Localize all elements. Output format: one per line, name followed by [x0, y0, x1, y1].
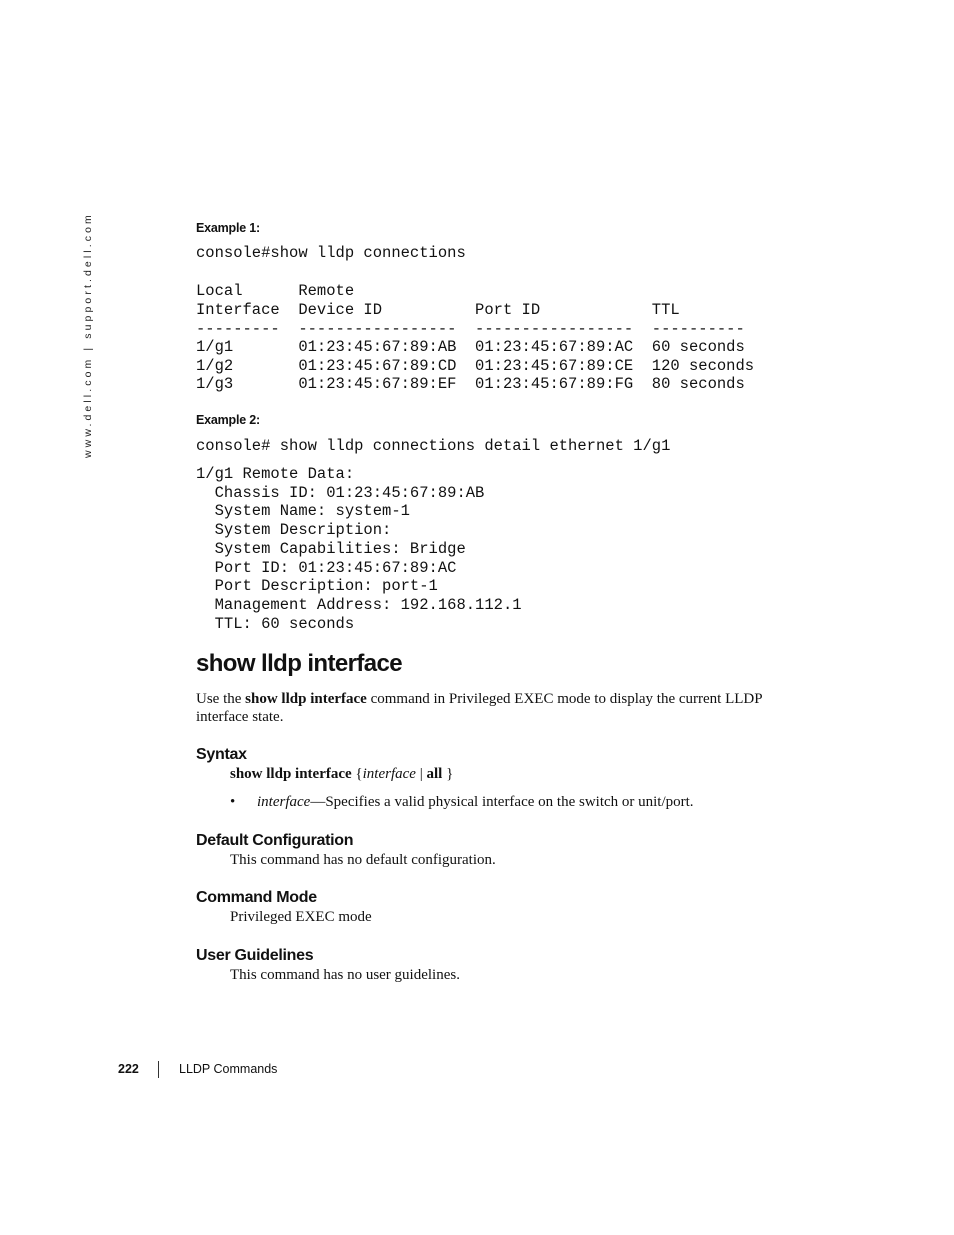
- output-line: System Name: system-1: [196, 502, 410, 520]
- table-row: 1/g1 01:23:45:67:89:AB 01:23:45:67:89:AC 60 seconds: [196, 338, 745, 356]
- output-line: TTL: 60 seconds: [196, 615, 355, 633]
- page-number: 222: [118, 1062, 139, 1076]
- syntax-close-brace: }: [442, 766, 454, 782]
- description: [196, 690, 796, 726]
- syntax-all: all: [426, 766, 443, 782]
- page-footer: [118, 1062, 278, 1076]
- syntax-bullet: [230, 794, 694, 811]
- example-1-label: Example 1:: [196, 221, 261, 235]
- output-line: System Description:: [196, 521, 392, 539]
- footer-section: LLDP Commands: [179, 1062, 278, 1076]
- syntax-line: [230, 766, 453, 783]
- syntax-param: interface: [362, 766, 416, 782]
- footer-divider: [158, 1061, 159, 1078]
- table-header-line-1: Local Remote: [196, 282, 355, 300]
- user-guidelines-text: This command has no user guidelines.: [230, 967, 460, 983]
- syntax-heading: Syntax: [196, 746, 247, 763]
- command-mode-heading: Command Mode: [196, 889, 317, 906]
- command-mode-text: Privileged EXEC mode: [230, 909, 372, 925]
- bullet-text: —Specifies a valid physical interface on the switch or unit/port.: [310, 794, 694, 810]
- output-line: Management Address: 192.168.112.1: [196, 596, 522, 614]
- description-before: Use the: [196, 691, 246, 707]
- example-1-command: console#show lldp connections: [196, 244, 466, 262]
- syntax-open-brace: {: [351, 766, 363, 782]
- output-line: Chassis ID: 01:23:45:67:89:AB: [196, 484, 485, 502]
- table-header-line-2: Interface Device ID Port ID TTL: [196, 301, 680, 319]
- output-line: 1/g1 Remote Data:: [196, 465, 355, 483]
- syntax-command: show lldp interface: [230, 766, 352, 782]
- example-2-command: console# show lldp connections detail ethernet 1/g1: [196, 437, 671, 455]
- default-config-text: This command has no default configuration.: [230, 852, 496, 868]
- example-2-label: Example 2:: [196, 413, 261, 427]
- output-line: System Capabilities: Bridge: [196, 540, 466, 558]
- description-command: show lldp interface: [245, 691, 367, 707]
- output-line: Port Description: port-1: [196, 577, 438, 595]
- output-line: Port ID: 01:23:45:67:89:AC: [196, 559, 457, 577]
- description-after: command in Privileged EXEC mode to display the current LLDP interface state.: [196, 691, 763, 725]
- default-config-heading: Default Configuration: [196, 832, 354, 849]
- user-guidelines-heading: User Guidelines: [196, 947, 314, 964]
- table-row: 1/g2 01:23:45:67:89:CD 01:23:45:67:89:CE 120 seconds: [196, 357, 755, 375]
- bullet-param: interface: [257, 794, 311, 810]
- bullet-icon: •: [230, 794, 236, 810]
- table-separator: --------- ----------------- ----------------- ----------: [196, 320, 745, 338]
- section-title: show lldp interface: [196, 650, 402, 677]
- syntax-pipe: |: [415, 766, 427, 782]
- side-url: www.dell.com | support.dell.com: [82, 212, 94, 458]
- table-row: 1/g3 01:23:45:67:89:EF 01:23:45:67:89:FG 80 seconds: [196, 375, 745, 393]
